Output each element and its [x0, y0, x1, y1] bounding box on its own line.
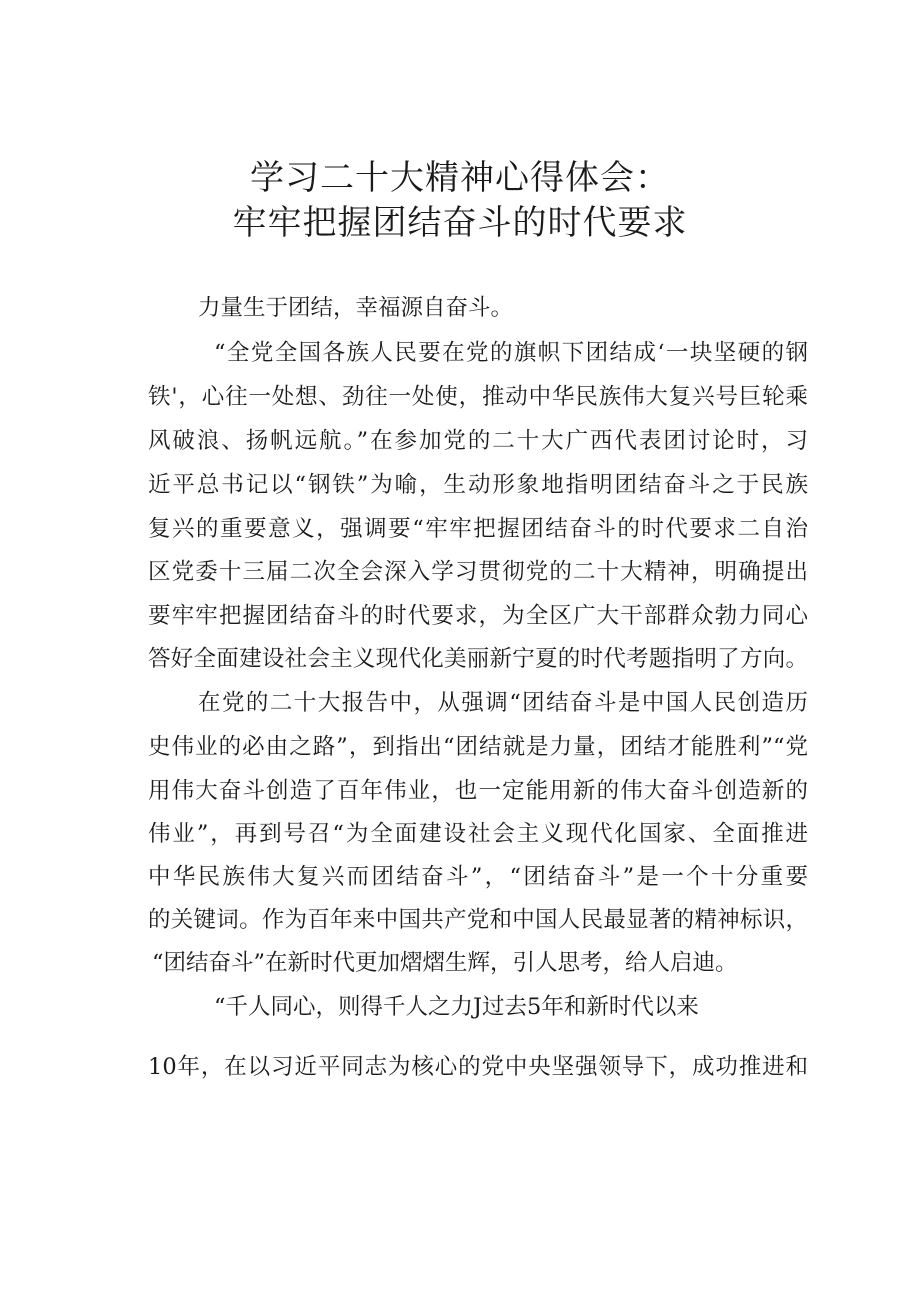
document-title-line-1: 学习二十大精神心得体会： — [250, 158, 670, 198]
paragraph-line: 近平总书记以“钢铁”为喻，生动形象地指明团结奋斗之于民族 — [148, 472, 808, 498]
paragraph-line: 中华民族伟大复兴而团结奋斗”，“团结奋斗”是一个十分重要 — [148, 864, 808, 890]
paragraph-line: 答好全面建设社会主义现代化美丽新宁夏的时代考题指明了方向。 — [148, 646, 808, 672]
paragraph-line: 区党委十三届二次全会深入学习贯彻党的二十大精神，明确提出 — [148, 559, 808, 585]
paragraph-line: “全党全国各族人民要在党的旗帜下团结成‘一块坚硬的钢 — [214, 340, 808, 366]
paragraph-line: 要牢牢把握团结奋斗的时代要求，为全区广大干部群众勃力同心 — [148, 603, 808, 629]
paragraph-line: 用伟大奋斗创造了百年伟业，也一定能用新的伟大奋斗创造新的 — [148, 778, 808, 804]
paragraph-line: 10年，在以习近平同志为核心的党中央坚强领导下，成功推进和 — [148, 1054, 808, 1080]
paragraph-line: 的关键词。作为百年来中国共产党和中国人民最显著的精神标识， — [148, 907, 808, 933]
paragraph-line: 铁'，心往一处想、劲往一处使，推动中华民族伟大复兴号巨轮乘 — [148, 384, 808, 410]
paragraph-line: 伟业”，再到号召“为全面建设社会主义现代化国家、全面推进 — [148, 821, 808, 847]
paragraph-line: 风破浪、扬帆远航。”在参加党的二十大广西代表团讨论时，习 — [148, 428, 808, 454]
paragraph-line: “千人同心，则得千人之力J过去5年和新时代以来 — [214, 994, 699, 1020]
paragraph-line: “团结奋斗”在新时代更加熠熠生辉，引人思考，给人启迪。 — [152, 950, 738, 976]
paragraph-line: 力量生于团结，幸福源自奋斗。 — [198, 295, 514, 321]
paragraph-line: 复兴的重要意义，强调要“牢牢把握团结奋斗的时代要求二自治 — [148, 516, 808, 542]
paragraph-line: 史伟业的必由之路”，到指出“团结就是力量，团结才能胜利”“党 — [148, 734, 808, 760]
document-title-line-2: 牢牢把握团结奋斗的时代要求 — [232, 203, 688, 243]
paragraph-line: 在党的二十大报告中，从强调“团结奋斗是中国人民创造历 — [198, 690, 808, 716]
